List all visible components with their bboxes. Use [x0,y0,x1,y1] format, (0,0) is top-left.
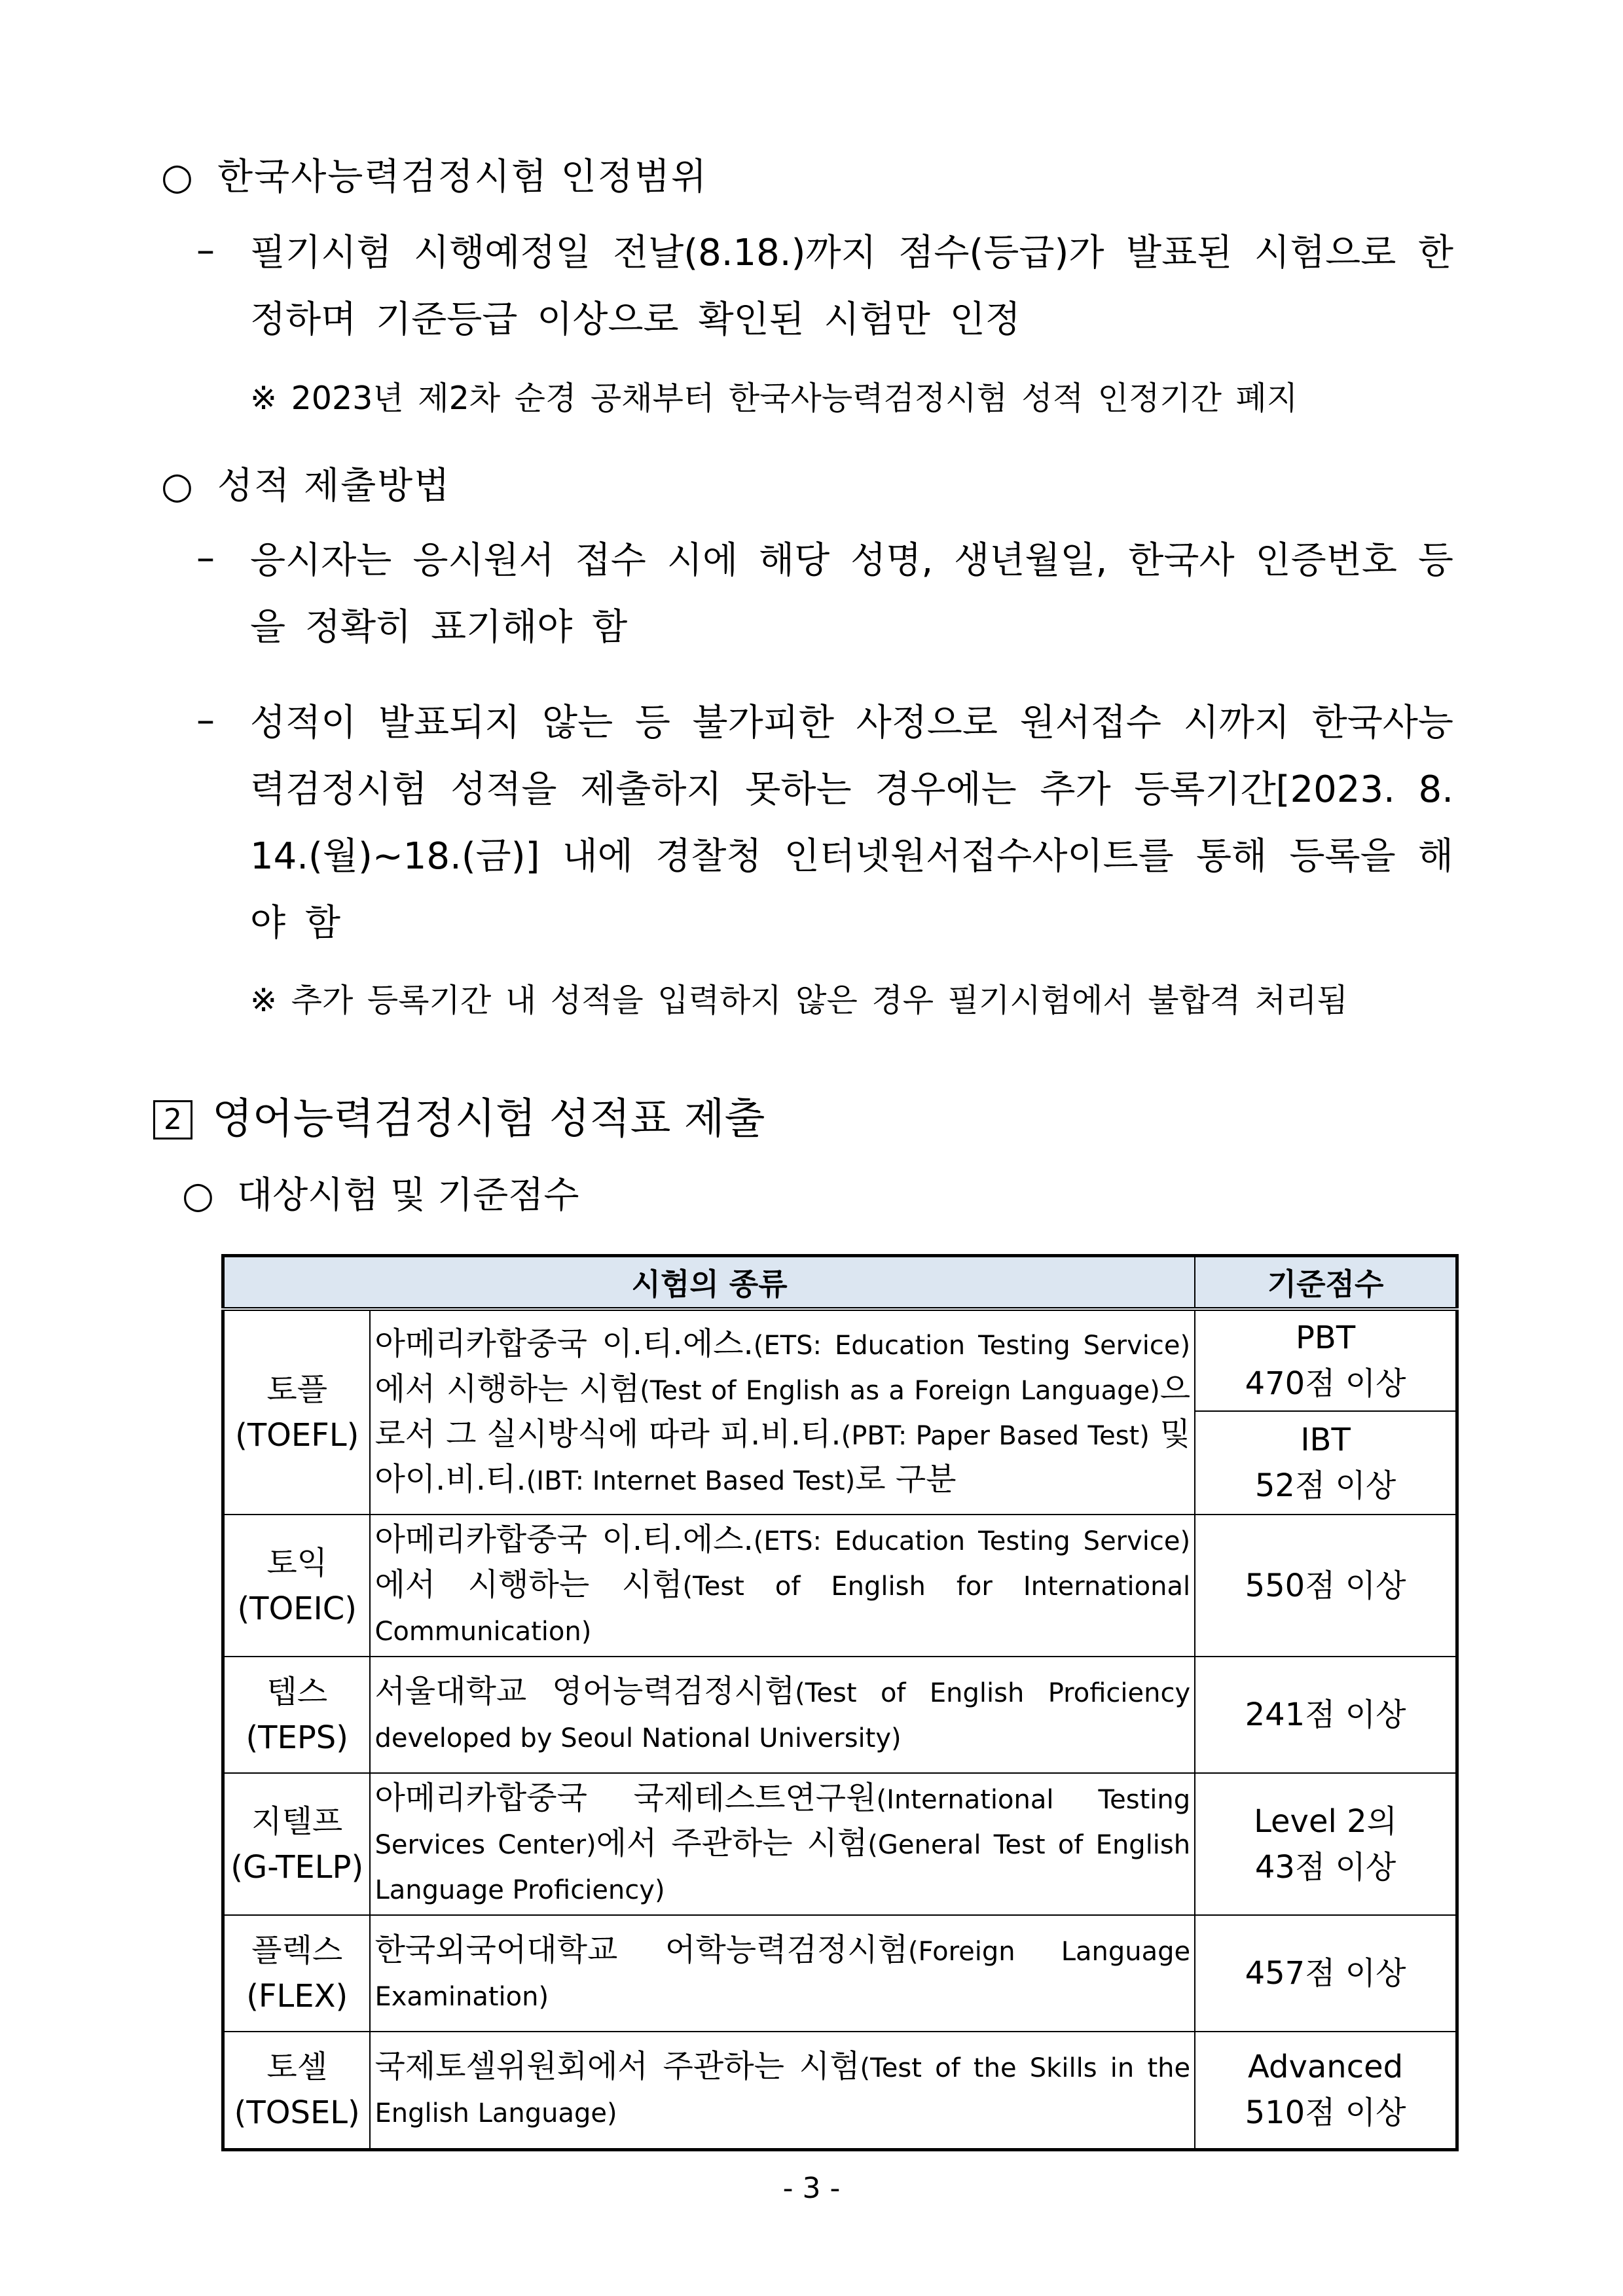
test-name-cell [223,1309,371,1515]
description-korean: 아메리카합중국 이.티.에스. [374,1521,754,1558]
header-test-type: 시험의 종류 [223,1256,1195,1310]
table-row [223,1915,1457,2032]
standard-score-cell [1195,1657,1457,1773]
header-standard-score: 기준점수 [1195,1256,1457,1310]
test-description-cell [370,1309,1195,1515]
note-submit: ※ 추가 등록기간 내 성적을 입력하지 않은 경우 필기시험에서 불합격 처리됨 [250,982,1348,1019]
circle-bullet: ○ [161,156,194,198]
table-row [223,1773,1457,1915]
heading-text: 성적 제출방법 [217,465,451,507]
table-row [223,1657,1457,1773]
table-header-row [223,1256,1457,1310]
test-description-cell [370,2032,1195,2149]
description-english: (Test of English as a Foreign Language) [640,1376,1160,1406]
test-name: 플렉스 [251,1932,343,1969]
standard-score-cell [1195,1309,1457,1411]
score-line-2: 470점 이상 [1245,1365,1406,1402]
item-text: 성적이 발표되지 않는 등 불가피한 사정으로 원서접수 시까지 한국사능력검정시험 성적을 제출하지 못하는 경우에는 추가 등록기간[2023. 8. 14.(월)~18.(금)] 내에 경찰청 인터넷원서접수사이트를 통해 등록을 해야 함 [250,702,1453,944]
test-name-cell [223,1915,371,2032]
test-name-cell [223,2032,371,2149]
dash-bullet: – [196,229,215,272]
test-name: 텝스 [266,1674,328,1710]
test-name-en: (TOEFL) [235,1417,359,1454]
test-name-en: (TOEIC) [237,1590,357,1627]
score-line-1: IBT [1300,1422,1351,1458]
test-name-en: (TOSEL) [234,2094,360,2132]
test-name-cell [223,1657,371,1773]
description-english: (Test of the Skills in the English Language) [374,2053,1191,2129]
test-name-en: (G-TELP) [230,1848,364,1886]
standard-score-cell [1195,1915,1457,2032]
description-english: (Test of English for International Communication) [374,1571,1191,1647]
description-korean: 로 구분 [855,1461,957,1498]
score-line-1: 550점 이상 [1245,1567,1406,1604]
table-row [223,2032,1457,2149]
score-line-1: Advanced [1248,2049,1404,2086]
score-line-1: PBT [1295,1319,1356,1356]
page-number: - 3 - [782,2172,841,2205]
note-kh-range: ※ 2023년 제2차 순경 공채부터 한국사능력검정시험 성적 인정기간 폐지 [250,380,1298,417]
test-description-cell [370,1773,1195,1915]
item-text: 응시자는 응시원서 접수 시에 해당 성명, 생년월일, 한국사 인증번호 등을 정확히 표기해야 함 [250,539,1453,649]
english-test-table [221,1254,1459,2151]
description-korean: 에서 시행하는 시험 [374,1371,640,1407]
test-name-cell [223,1515,371,1657]
description-english: (ETS: Education Testing Service) [753,1331,1191,1361]
test-name-en: (FLEX) [246,1978,348,2015]
description-korean: 및 아이.비.티. [374,1416,1191,1498]
test-name: 토플 [266,1371,328,1408]
description-english: (PBT: Paper Based Test) [841,1421,1150,1451]
test-name-cell [223,1773,371,1915]
description-korean: 에서 주관하는 시험 [596,1825,868,1861]
description-english: (Test of English Proficiency developed by Seoul National University) [374,1678,1191,1753]
circle-bullet: ○ [182,1174,214,1217]
item-text: 필기시험 시행예정일 전날(8.18.)까지 점수(등급)가 발표된 시험으로 한정하며 기준등급 이상으로 확인된 시험만 인정 [250,232,1453,341]
section-number-box: 2 [153,1100,192,1139]
test-name: 토셀 [266,2049,328,2086]
description-korean: 서울대학교 영어능력검정시험 [374,1673,795,1710]
test-description-cell [370,1515,1195,1657]
test-description-cell [370,1915,1195,2032]
score-line-2: 43점 이상 [1254,1848,1396,1886]
score-line-2: 510점 이상 [1245,2094,1406,2132]
dash-bullet: – [196,537,215,579]
test-description-cell [370,1657,1195,1773]
score-line-1: Level 2의 [1254,1803,1397,1840]
standard-score-cell [1195,1515,1457,1657]
heading-text: 한국사능력검정시험 인정범위 [217,156,708,198]
test-name-en: (TEPS) [246,1719,348,1756]
description-korean: 국제토셀위원회에서 주관하는 시험 [374,2048,860,2085]
circle-bullet: ○ [161,465,194,507]
section-2-heading [153,1085,765,1145]
standard-score-cell [1195,1411,1457,1515]
section-title: 영어능력검정시험 성적표 제출 [212,1095,765,1143]
description-english: (International Testing Services Center) [374,1785,1191,1860]
table-row [223,1515,1457,1657]
table-row [223,1309,1457,1411]
description-korean: 아메리카합중국 국제테스트연구원 [374,1780,877,1816]
description-korean: 아메리카합중국 이.티.에스. [374,1325,754,1362]
description-korean: 에서 시행하는 시험 [374,1566,683,1603]
description-korean: 으로서 그 실시방식에 따라 피.비.티. [374,1371,1191,1452]
score-line-2: 52점 이상 [1254,1467,1396,1504]
description-english: (IBT: Internet Based Test) [526,1466,856,1496]
test-name: 토익 [266,1544,328,1581]
test-name: 지텔프 [251,1803,343,1840]
score-line-1: 241점 이상 [1245,1696,1406,1733]
score-line-1: 457점 이상 [1245,1955,1406,1992]
section-heading-kh-range [161,148,708,200]
description-english: (Foreign Language Examination) [374,1937,1191,2012]
sub-heading-target-tests [182,1166,579,1219]
sub-heading-text: 대상시험 및 기준점수 [237,1174,579,1217]
description-english: (General Test of English Language Proficiency) [374,1830,1191,1905]
dash-bullet: – [196,699,215,742]
standard-score-cell [1195,1773,1457,1915]
standard-score-cell [1195,2032,1457,2149]
description-korean: 한국외국어대학교 어학능력검정시험 [374,1931,908,1968]
description-english: (ETS: Education Testing Service) [753,1526,1191,1556]
section-heading-submit-method [161,457,450,509]
